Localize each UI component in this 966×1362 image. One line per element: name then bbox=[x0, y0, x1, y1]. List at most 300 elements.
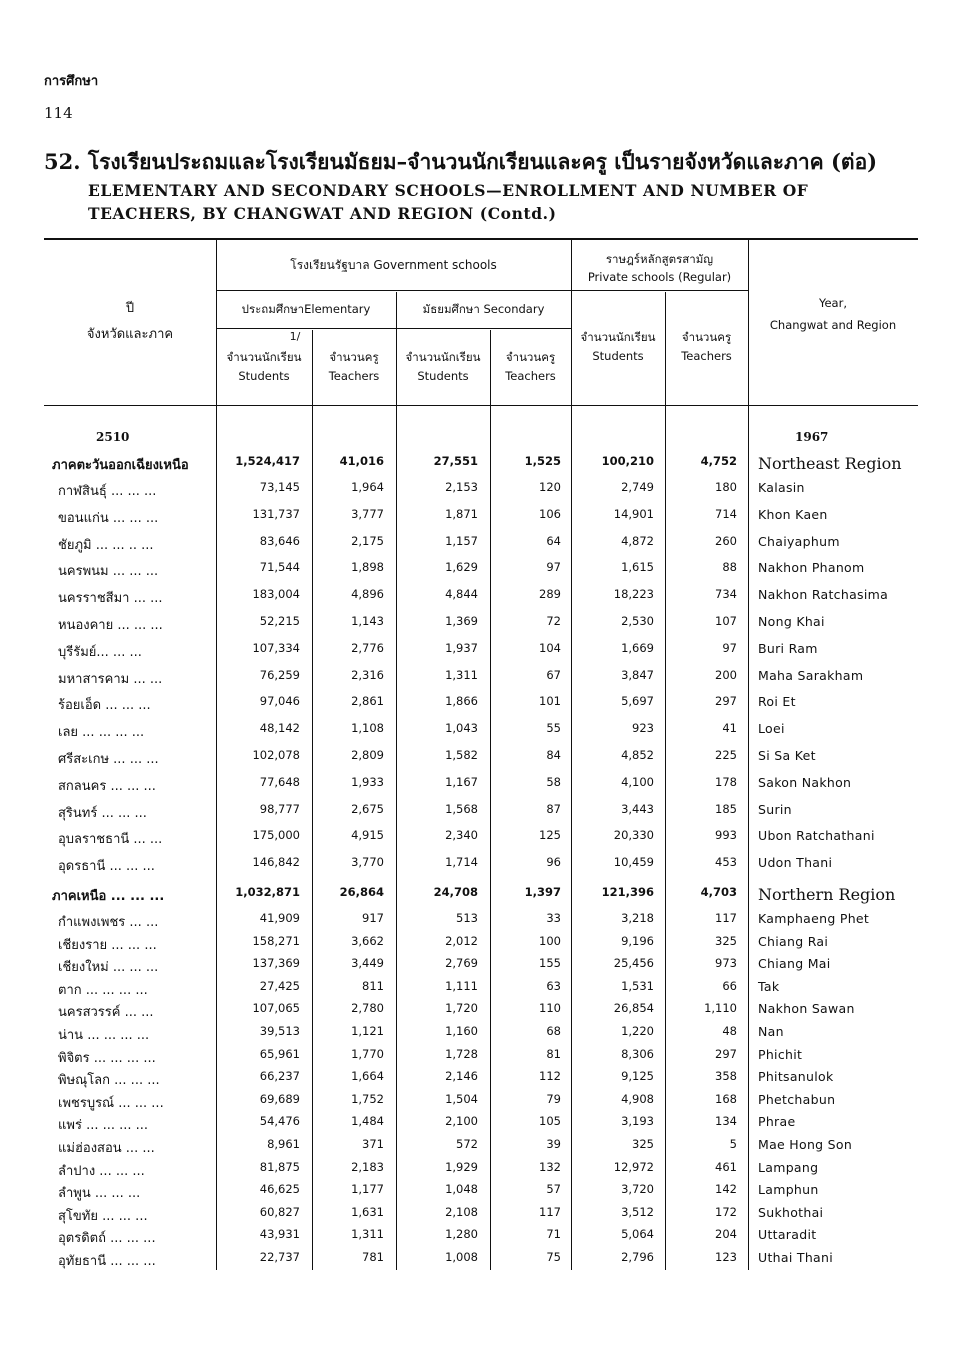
cell-value: 811 bbox=[362, 979, 384, 993]
cell-value: 57 bbox=[546, 1182, 561, 1196]
changwat-name-english: Tak bbox=[758, 979, 780, 994]
cell-value: 81,875 bbox=[259, 1160, 300, 1174]
private-schools-header-th: ราษฎร์หลักสูตรสามัญ bbox=[605, 252, 714, 266]
cell-value: 2,153 bbox=[445, 480, 478, 494]
changwat-name-thai: ศรีสะเกษ ... ... ... bbox=[58, 752, 159, 767]
table-row bbox=[44, 1047, 918, 1069]
changwat-name-thai: ร้อยเอ็ด ... ... ... bbox=[58, 698, 151, 713]
changwat-name-english: Phrae bbox=[758, 1114, 796, 1129]
private-teachers-th: จำนวนครู bbox=[681, 330, 732, 344]
cell-value: 134 bbox=[715, 1114, 737, 1128]
changwat-name-thai: ชัยภูมิ ... ... .. ... bbox=[58, 538, 154, 553]
cell-value: 66 bbox=[722, 979, 737, 993]
cell-value: 8,961 bbox=[267, 1137, 300, 1151]
cell-value: 358 bbox=[715, 1069, 737, 1083]
changwat-name-english: Mae Hong Son bbox=[758, 1137, 853, 1152]
table-row bbox=[44, 721, 918, 743]
cell-value: 112 bbox=[539, 1069, 561, 1083]
cell-value: 3,777 bbox=[351, 507, 384, 521]
cell-value: 72 bbox=[546, 614, 561, 628]
cell-value: 225 bbox=[715, 748, 737, 762]
cell-value: 297 bbox=[715, 694, 737, 708]
year-header-th: ปี bbox=[125, 301, 135, 316]
changwat-name-thai: อุดรธานี ... ... ... bbox=[58, 859, 155, 874]
group-rule bbox=[216, 290, 571, 291]
cell-value: 1,770 bbox=[351, 1047, 384, 1061]
cell-value: 1,008 bbox=[445, 1250, 478, 1264]
changwat-name-english: Lampang bbox=[758, 1160, 819, 1175]
changwat-name-english: Khon Kaen bbox=[758, 507, 828, 522]
cell-value: 97 bbox=[722, 641, 737, 655]
cell-value: 4,100 bbox=[621, 775, 654, 789]
cell-value: 106 bbox=[539, 507, 561, 521]
cell-value: 1,629 bbox=[445, 560, 478, 574]
cell-value: 1,160 bbox=[445, 1024, 478, 1038]
year-thai: 2510 bbox=[96, 430, 130, 444]
cell-value: 66,237 bbox=[259, 1069, 300, 1083]
cell-value: 371 bbox=[362, 1137, 384, 1151]
cell-value: 117 bbox=[539, 1205, 561, 1219]
cell-value: 75 bbox=[546, 1250, 561, 1264]
cell-value: 2,175 bbox=[351, 534, 384, 548]
region-total-value: 121,396 bbox=[601, 885, 654, 899]
cell-value: 46,625 bbox=[259, 1182, 300, 1196]
cell-value: 8,306 bbox=[621, 1047, 654, 1061]
cell-value: 76,259 bbox=[259, 668, 300, 682]
changwat-name-thai: พิษณุโลก ... ... ... bbox=[58, 1073, 160, 1088]
cell-value: 125 bbox=[539, 828, 561, 842]
changwat-name-english: Sakon Nakhon bbox=[758, 775, 852, 790]
changwat-header-th: จังหวัดและภาค bbox=[86, 327, 174, 342]
cell-value: 3,193 bbox=[621, 1114, 654, 1128]
table-row bbox=[44, 748, 918, 770]
cell-value: 120 bbox=[539, 480, 561, 494]
cell-value: 3,449 bbox=[351, 956, 384, 970]
table-row bbox=[44, 560, 918, 582]
changwat-name-thai: นครสวรรค์ ... ... bbox=[58, 1005, 154, 1020]
changwat-name-english: Chiang Rai bbox=[758, 934, 829, 949]
changwat-name-english: Chiang Mai bbox=[758, 956, 831, 971]
table-row bbox=[44, 1160, 918, 1182]
cell-value: 88 bbox=[722, 560, 737, 574]
table-row bbox=[44, 979, 918, 1001]
cell-value: 123 bbox=[715, 1250, 737, 1264]
table-row bbox=[44, 1205, 918, 1227]
table-row bbox=[44, 1137, 918, 1159]
cell-value: 41,909 bbox=[259, 911, 300, 925]
cell-value: 117 bbox=[715, 911, 737, 925]
cell-value: 5 bbox=[729, 1137, 737, 1151]
cell-value: 1,143 bbox=[351, 614, 384, 628]
cell-value: 131,737 bbox=[252, 507, 300, 521]
table-row bbox=[44, 1114, 918, 1136]
region-name-thai: ภาคตะวันออกเฉียงเหนือ bbox=[52, 458, 189, 473]
changwat-name-english: Kalasin bbox=[758, 480, 805, 495]
cell-value: 81 bbox=[546, 1047, 561, 1061]
changwat-name-english: Lamphun bbox=[758, 1182, 819, 1197]
cell-value: 1,937 bbox=[445, 641, 478, 655]
changwat-name-english: Nan bbox=[758, 1024, 784, 1039]
table-row bbox=[44, 1024, 918, 1046]
cell-value: 2,530 bbox=[621, 614, 654, 628]
table-row bbox=[44, 802, 918, 824]
cell-value: 64 bbox=[546, 534, 561, 548]
changwat-name-thai: เพชรบูรณ์ ... ... ... bbox=[58, 1096, 164, 1111]
region-total-row bbox=[44, 454, 918, 476]
year-header-en: Year, bbox=[818, 296, 847, 310]
changwat-name-thai: พิจิตร ... ... ... ... bbox=[58, 1051, 156, 1066]
cell-value: 178 bbox=[715, 775, 737, 789]
cell-value: 200 bbox=[715, 668, 737, 682]
changwat-name-english: Nakhon Phanom bbox=[758, 560, 865, 575]
gov-elem-teachers-en: Teachers bbox=[328, 369, 380, 383]
table-row bbox=[44, 956, 918, 978]
cell-value: 146,842 bbox=[252, 855, 300, 869]
cell-value: 180 bbox=[715, 480, 737, 494]
cell-value: 1,111 bbox=[445, 979, 478, 993]
cell-value: 12,972 bbox=[613, 1160, 654, 1174]
cell-value: 107,334 bbox=[252, 641, 300, 655]
changwat-name-english: Chaiyaphum bbox=[758, 534, 840, 549]
private-students-en: Students bbox=[592, 349, 644, 363]
cell-value: 714 bbox=[715, 507, 737, 521]
cell-value: 60,827 bbox=[259, 1205, 300, 1219]
cell-value: 9,125 bbox=[621, 1069, 654, 1083]
cell-value: 48 bbox=[722, 1024, 737, 1038]
changwat-name-thai: นครพนม ... ... ... bbox=[58, 564, 159, 579]
cell-value: 1,866 bbox=[445, 694, 478, 708]
cell-value: 2,769 bbox=[445, 956, 478, 970]
cell-value: 4,908 bbox=[621, 1092, 654, 1106]
gov-sec-teachers-en: Teachers bbox=[505, 369, 556, 383]
cell-value: 14,901 bbox=[613, 507, 654, 521]
cell-value: 105 bbox=[539, 1114, 561, 1128]
cell-value: 1,048 bbox=[445, 1182, 478, 1196]
private-schools-header-en: Private schools (Regular) bbox=[587, 270, 732, 284]
cell-value: 39 bbox=[546, 1137, 561, 1151]
region-total-value: 1,397 bbox=[524, 885, 561, 899]
changwat-name-thai: อุทัยธานี ... ... ... bbox=[58, 1254, 156, 1269]
cell-value: 58 bbox=[546, 775, 561, 789]
region-total-value: 24,708 bbox=[433, 885, 478, 899]
header-bottom-rule bbox=[44, 405, 918, 406]
cell-value: 973 bbox=[715, 956, 737, 970]
page-number: 114 bbox=[44, 104, 73, 122]
cell-value: 25,456 bbox=[613, 956, 654, 970]
footnote-mark: 1/ bbox=[289, 330, 301, 343]
cell-value: 734 bbox=[715, 587, 737, 601]
government-schools-header: โรงเรียนรัฐบาล Government schools bbox=[290, 258, 497, 272]
cell-value: 1,157 bbox=[445, 534, 478, 548]
cell-value: 3,512 bbox=[621, 1205, 654, 1219]
cell-value: 185 bbox=[715, 802, 737, 816]
cell-value: 168 bbox=[715, 1092, 737, 1106]
cell-value: 142 bbox=[715, 1182, 737, 1196]
cell-value: 1,728 bbox=[445, 1047, 478, 1061]
cell-value: 781 bbox=[362, 1250, 384, 1264]
cell-value: 1,484 bbox=[351, 1114, 384, 1128]
cell-value: 100 bbox=[539, 934, 561, 948]
changwat-name-thai: สุรินทร์ ... ... ... bbox=[58, 806, 147, 821]
cell-value: 1,631 bbox=[351, 1205, 384, 1219]
cell-value: 1,898 bbox=[351, 560, 384, 574]
cell-value: 3,847 bbox=[621, 668, 654, 682]
cell-value: 54,476 bbox=[259, 1114, 300, 1128]
cell-value: 5,697 bbox=[621, 694, 654, 708]
changwat-name-english: Phitsanulok bbox=[758, 1069, 834, 1084]
secondary-header: มัธยมศึกษา Secondary bbox=[422, 302, 545, 316]
table-row bbox=[44, 1001, 918, 1023]
cell-value: 1,664 bbox=[351, 1069, 384, 1083]
cell-value: 1,531 bbox=[621, 979, 654, 993]
changwat-name-english: Buri Ram bbox=[758, 641, 818, 656]
cell-value: 1,311 bbox=[445, 668, 478, 682]
private-students-th: จำนวนนักเรียน bbox=[580, 330, 656, 344]
cell-value: 87 bbox=[546, 802, 561, 816]
cell-value: 923 bbox=[632, 721, 654, 735]
cell-value: 260 bbox=[715, 534, 737, 548]
region-total-value: 4,752 bbox=[700, 454, 737, 468]
changwat-name-thai: เลย ... ... ... ... bbox=[58, 725, 145, 740]
cell-value: 71 bbox=[546, 1227, 561, 1241]
year-english: 1967 bbox=[795, 430, 829, 444]
cell-value: 917 bbox=[362, 911, 384, 925]
cell-value: 27,425 bbox=[259, 979, 300, 993]
cell-value: 26,854 bbox=[613, 1001, 654, 1015]
changwat-name-english: Ubon Ratchathani bbox=[758, 828, 875, 843]
cell-value: 325 bbox=[715, 934, 737, 948]
cell-value: 41 bbox=[722, 721, 737, 735]
cell-value: 97,046 bbox=[259, 694, 300, 708]
title-english-line-1: ELEMENTARY AND SECONDARY SCHOOLS—ENROLLMENT AND NUMBER OF bbox=[88, 181, 809, 200]
changwat-name-english: Roi Et bbox=[758, 694, 796, 709]
section-label: การศึกษา bbox=[44, 74, 99, 89]
cell-value: 1,933 bbox=[351, 775, 384, 789]
subgroup-rule bbox=[396, 328, 571, 329]
changwat-name-thai: ลำปาง ... ... ... bbox=[58, 1164, 145, 1179]
cell-value: 4,852 bbox=[621, 748, 654, 762]
region-name-thai: ภาคเหนือ ... ... ... bbox=[52, 889, 165, 904]
changwat-name-thai: มหาสารคาม ... ... bbox=[58, 672, 163, 687]
changwat-name-thai: หนองคาย ... ... ... bbox=[58, 618, 163, 633]
changwat-name-english: Uthai Thani bbox=[758, 1250, 833, 1265]
cell-value: 1,167 bbox=[445, 775, 478, 789]
table-top-rule bbox=[44, 238, 918, 240]
elementary-header: ประถมศึกษาElementary bbox=[241, 302, 371, 316]
cell-value: 63 bbox=[546, 979, 561, 993]
cell-value: 1,043 bbox=[445, 721, 478, 735]
cell-value: 2,809 bbox=[351, 748, 384, 762]
title-thai: 52. โรงเรียนประถมและโรงเรียนมัธยม–จำนวนนักเรียนและครู เป็นรายจังหวัดและภาค (ต่อ) bbox=[44, 149, 878, 174]
changwat-name-english: Kamphaeng Phet bbox=[758, 911, 870, 926]
changwat-name-thai: กำแพงเพชร ... ... bbox=[58, 915, 159, 930]
table-row bbox=[44, 1092, 918, 1114]
cell-value: 137,369 bbox=[252, 956, 300, 970]
region-total-value: 41,016 bbox=[339, 454, 384, 468]
region-total-value: 4,703 bbox=[700, 885, 737, 899]
cell-value: 1,964 bbox=[351, 480, 384, 494]
changwat-name-english: Uttaradit bbox=[758, 1227, 817, 1242]
title-english-line-2: TEACHERS, BY CHANGWAT AND REGION (Contd.) bbox=[88, 204, 557, 223]
cell-value: 77,648 bbox=[259, 775, 300, 789]
cell-value: 2,780 bbox=[351, 1001, 384, 1015]
table-row bbox=[44, 828, 918, 850]
changwat-name-english: Maha Sarakham bbox=[758, 668, 864, 683]
table-row bbox=[44, 1250, 918, 1272]
cell-value: 1,108 bbox=[351, 721, 384, 735]
cell-value: 3,218 bbox=[621, 911, 654, 925]
table-row bbox=[44, 911, 918, 933]
cell-value: 20,330 bbox=[613, 828, 654, 842]
changwat-name-thai: เชียงราย ... ... ... bbox=[58, 938, 157, 953]
cell-value: 175,000 bbox=[252, 828, 300, 842]
cell-value: 1,177 bbox=[351, 1182, 384, 1196]
group-rule bbox=[571, 290, 748, 291]
cell-value: 513 bbox=[456, 911, 478, 925]
gov-elem-teachers-th: จำนวนครู bbox=[329, 350, 379, 364]
cell-value: 1,582 bbox=[445, 748, 478, 762]
changwat-name-english: Udon Thani bbox=[758, 855, 833, 870]
cell-value: 22,737 bbox=[259, 1250, 300, 1264]
gov-sec-students-th: จำนวนนักเรียน bbox=[405, 350, 481, 364]
cell-value: 10,459 bbox=[613, 855, 654, 869]
changwat-name-thai: ขอนแก่น ... ... ... bbox=[58, 511, 159, 526]
cell-value: 2,776 bbox=[351, 641, 384, 655]
cell-value: 55 bbox=[546, 721, 561, 735]
cell-value: 73,145 bbox=[259, 480, 300, 494]
changwat-name-thai: อุตรดิตถ์ ... ... ... bbox=[58, 1231, 156, 1246]
changwat-name-thai: ลำพูน ... ... ... bbox=[58, 1186, 141, 1201]
table-row bbox=[44, 587, 918, 609]
changwat-name-thai: แม่ฮ่องสอน ... ... bbox=[58, 1141, 155, 1156]
region-name-english: Northern Region bbox=[758, 885, 896, 904]
cell-value: 104 bbox=[539, 641, 561, 655]
changwat-name-english: Phichit bbox=[758, 1047, 803, 1062]
cell-value: 107,065 bbox=[252, 1001, 300, 1015]
table-row bbox=[44, 855, 918, 877]
cell-value: 68 bbox=[546, 1024, 561, 1038]
cell-value: 2,012 bbox=[445, 934, 478, 948]
gov-sec-teachers-th: จำนวนครู bbox=[505, 350, 556, 364]
cell-value: 1,280 bbox=[445, 1227, 478, 1241]
cell-value: 461 bbox=[715, 1160, 737, 1174]
cell-value: 1,369 bbox=[445, 614, 478, 628]
table-row bbox=[44, 934, 918, 956]
changwat-header-en: Changwat and Region bbox=[769, 318, 897, 332]
region-total-value: 26,864 bbox=[339, 885, 384, 899]
cell-value: 2,340 bbox=[445, 828, 478, 842]
cell-value: 158,271 bbox=[252, 934, 300, 948]
table-row bbox=[44, 1069, 918, 1091]
cell-value: 1,311 bbox=[351, 1227, 384, 1241]
cell-value: 132 bbox=[539, 1160, 561, 1174]
changwat-name-thai: นครราชสีมา ... ... bbox=[58, 591, 163, 606]
cell-value: 48,142 bbox=[259, 721, 300, 735]
changwat-name-thai: กาฬสินธุ์ ... ... ... bbox=[58, 484, 157, 499]
table-row bbox=[44, 1227, 918, 1249]
cell-value: 97 bbox=[546, 560, 561, 574]
table-row bbox=[44, 534, 918, 556]
cell-value: 2,108 bbox=[445, 1205, 478, 1219]
cell-value: 172 bbox=[715, 1205, 737, 1219]
changwat-name-thai: เชียงใหม่ ... ... ... bbox=[58, 960, 159, 975]
private-teachers-en: Teachers bbox=[681, 349, 732, 363]
cell-value: 52,215 bbox=[259, 614, 300, 628]
changwat-name-english: Nakhon Ratchasima bbox=[758, 587, 889, 602]
cell-value: 101 bbox=[539, 694, 561, 708]
cell-value: 2,100 bbox=[445, 1114, 478, 1128]
cell-value: 572 bbox=[456, 1137, 478, 1151]
cell-value: 2,749 bbox=[621, 480, 654, 494]
cell-value: 33 bbox=[546, 911, 561, 925]
cell-value: 2,146 bbox=[445, 1069, 478, 1083]
cell-value: 2,796 bbox=[621, 1250, 654, 1264]
gov-sec-students-en: Students bbox=[417, 369, 469, 383]
cell-value: 4,844 bbox=[445, 587, 478, 601]
cell-value: 67 bbox=[546, 668, 561, 682]
table-row bbox=[44, 507, 918, 529]
changwat-name-thai: อุบลราชธานี ... ... bbox=[58, 832, 163, 847]
changwat-name-english: Si Sa Ket bbox=[758, 748, 816, 763]
cell-value: 96 bbox=[546, 855, 561, 869]
changwat-name-english: Loei bbox=[758, 721, 785, 736]
gov-elem-students-th: จำนวนนักเรียน bbox=[226, 350, 302, 364]
cell-value: 2,316 bbox=[351, 668, 384, 682]
changwat-name-english: Phetchabun bbox=[758, 1092, 836, 1107]
cell-value: 1,752 bbox=[351, 1092, 384, 1106]
cell-value: 4,872 bbox=[621, 534, 654, 548]
cell-value: 65,961 bbox=[259, 1047, 300, 1061]
cell-value: 183,004 bbox=[252, 587, 300, 601]
cell-value: 18,223 bbox=[613, 587, 654, 601]
changwat-name-thai: สกลนคร ... ... ... bbox=[58, 779, 156, 794]
changwat-name-english: Sukhothai bbox=[758, 1205, 824, 1220]
cell-value: 1,220 bbox=[621, 1024, 654, 1038]
cell-value: 1,121 bbox=[351, 1024, 384, 1038]
cell-value: 43,931 bbox=[259, 1227, 300, 1241]
gov-elem-students-en: Students bbox=[238, 369, 290, 383]
cell-value: 289 bbox=[539, 587, 561, 601]
changwat-name-thai: แพร่ ... ... ... ... bbox=[58, 1118, 149, 1133]
table-row bbox=[44, 641, 918, 663]
region-total-value: 1,524,417 bbox=[235, 454, 300, 468]
cell-value: 3,662 bbox=[351, 934, 384, 948]
changwat-name-english: Nong Khai bbox=[758, 614, 825, 629]
table-row bbox=[44, 694, 918, 716]
table-row bbox=[44, 668, 918, 690]
changwat-name-thai: สุโขทัย ... ... ... bbox=[58, 1209, 148, 1224]
cell-value: 993 bbox=[715, 828, 737, 842]
cell-value: 325 bbox=[632, 1137, 654, 1151]
cell-value: 98,777 bbox=[259, 802, 300, 816]
cell-value: 2,675 bbox=[351, 802, 384, 816]
region-total-value: 27,551 bbox=[433, 454, 478, 468]
changwat-name-thai: ตาก ... ... ... ... bbox=[58, 983, 148, 998]
table-row bbox=[44, 480, 918, 502]
table-row bbox=[44, 614, 918, 636]
region-total-value: 100,210 bbox=[601, 454, 654, 468]
region-total-value: 1,032,871 bbox=[235, 885, 300, 899]
cell-value: 102,078 bbox=[252, 748, 300, 762]
cell-value: 155 bbox=[539, 956, 561, 970]
cell-value: 3,720 bbox=[621, 1182, 654, 1196]
cell-value: 79 bbox=[546, 1092, 561, 1106]
region-total-row bbox=[44, 885, 918, 907]
cell-value: 4,915 bbox=[351, 828, 384, 842]
cell-value: 453 bbox=[715, 855, 737, 869]
cell-value: 71,544 bbox=[259, 560, 300, 574]
cell-value: 39,513 bbox=[259, 1024, 300, 1038]
